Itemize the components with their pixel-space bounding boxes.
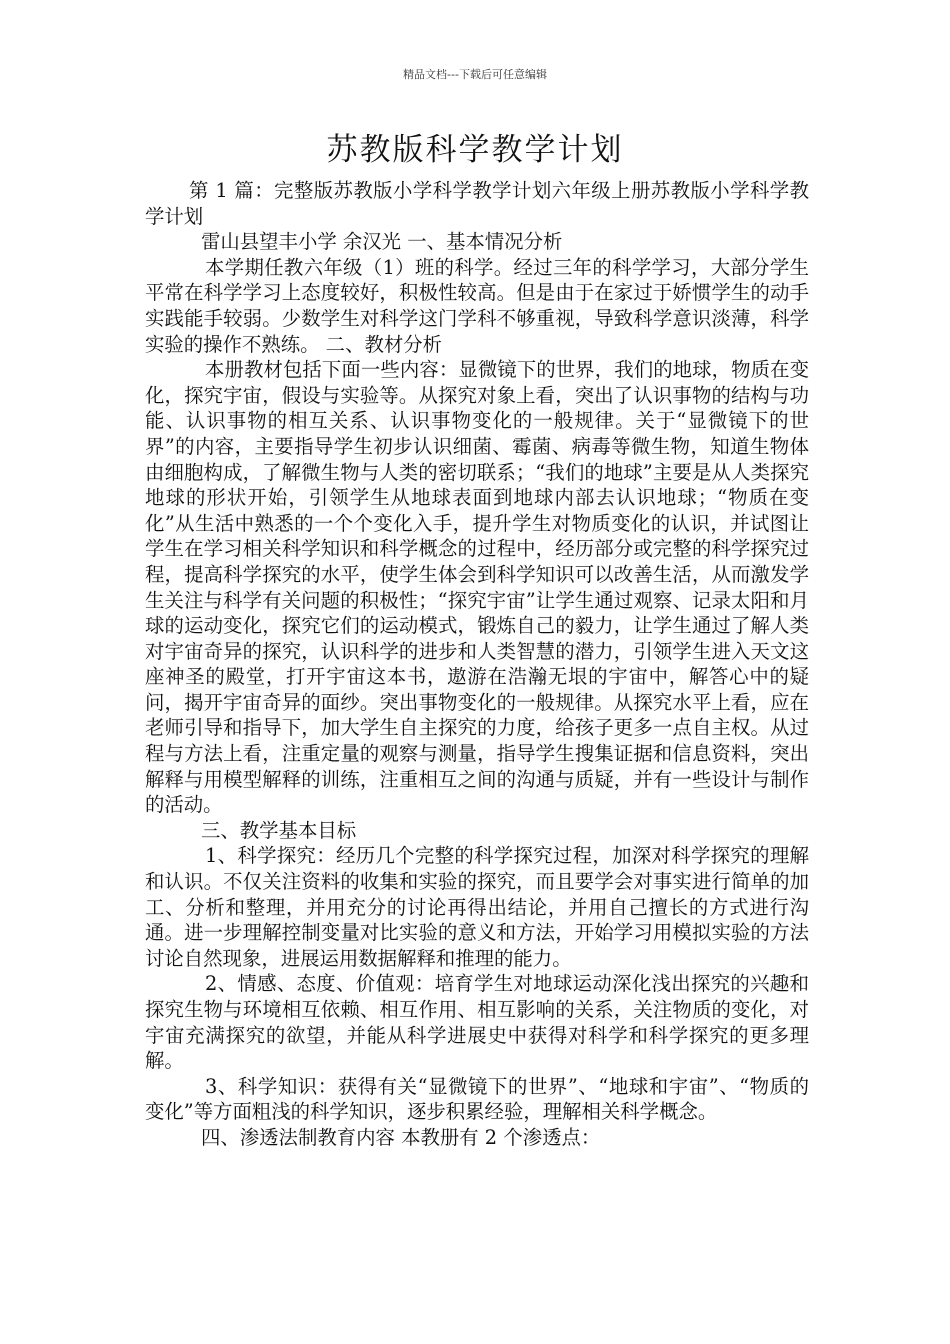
paragraph-goal-attitude: 2、情感、态度、价值观：培育学生对地球运动深化浅出探究的兴趣和探究生物与环境相互依赖、相互作用、相互影响的关系，关注物质的变化，对宇宙充满探究的欲望，并能从科学进展史中获得对科学和科学探究的更多理解。 [145, 972, 809, 1073]
paragraph-goal-inquiry: 1、科学探究：经历几个完整的科学探究过程，加深对科学探究的理解和认识。不仅关注资料的收集和实验的探究，而且要学会对事实进行简单的加工、分析和整理，并用充分的讨论再得出结论，并用自己擅长的方式进行沟通。进一步理解控制变量对比实验的意义和方法，开始学习用模拟实验的方法讨论自然现象，进展运用数据解释和推理的能力。 [145, 844, 809, 970]
document-body [145, 178, 809, 1151]
page-header-note: 精品文档---下载后可任意编辑 [403, 68, 547, 81]
paragraph-situation-analysis: 本学期任教六年级（1）班的科学。经过三年的科学学习，大部分学生平常在科学学习上态度较好，积极性较高。但是由于在家过于娇惯学生的动手实践能手较弱。少数学生对科学这门学科不够重视，导致科学意识淡薄，科学实验的操作不熟练。 二、教材分析 [145, 255, 809, 356]
paragraph-article-heading: 第 1 篇：完整版苏教版小学科学教学计划六年级上册苏教版小学科学教学计划 [145, 179, 809, 228]
paragraph-author-line: 雷山县望丰小学 余汉光 一、基本情况分析 [201, 230, 563, 254]
paragraph-goal-knowledge: 3、科学知识：获得有关“显微镜下的世界”、“地球和宇宙”、“物质的变化”等方面粗浅的科学知识，逐步积累经验，理解相关科学概念。 [145, 1074, 809, 1124]
paragraph-textbook-analysis: 本册教材包括下面一些内容：显微镜下的世界，我们的地球，物质在变化，探究宇宙，假设与实验等。从探究对象上看，突出了认识事物的结构与功能、认识事物的相互关系、认识事物变化的一般规律。关于“显微镜下的世界”的内容，主要指导学生初步认识细菌、霉菌、病毒等微生物，知道生物体由细胞构成，了解微生物与人类的密切联系；“我们的地球”主要是从人类探究地球的形状开始，引领学生从地球表面到地球内部去认识地球；“物质在变化”从生活中熟悉的一个个变化入手，提升学生对物质变化的认识，并试图让学生在学习相关科学知识和科学概念的过程中，经历部分或完整的科学探究过程，提高科学探究的水平，使学生体会到科学知识可以改善生活，从而激发学生关注与科学有关问题的积极性；“探究宇宙”让学生通过观察、记录太阳和月球的运动变化，探究它们的运动模式，锻炼自己的毅力，让学生通过了解人类对宇宙奇异的探究，认识科学的进步和人类智慧的潜力，引领学生进入天文这座神圣的殿堂，打开宇宙这本书，遨游在浩瀚无垠的宇宙中，解答心中的疑问，揭开宇宙奇异的面纱。突出事物变化的一般规律。从探究水平上看，应在老师引导和指导下，加大学生自主探究的力度，给孩子更多一点自主权。从过程与方法上看，注重定量的观察与测量，指导学生搜集证据和信息资料，突出解释与用模型解释的训练，注重相互之间的沟通与质疑，并有一些设计与制作的活动。 [145, 358, 809, 817]
section-heading-law-education: 四、渗透法制教育内容 本教册有 2 个渗透点： [201, 1125, 601, 1149]
section-heading-goals: 三、教学基本目标 [201, 818, 357, 842]
document-title: 苏教版科学教学计划 [326, 132, 624, 168]
